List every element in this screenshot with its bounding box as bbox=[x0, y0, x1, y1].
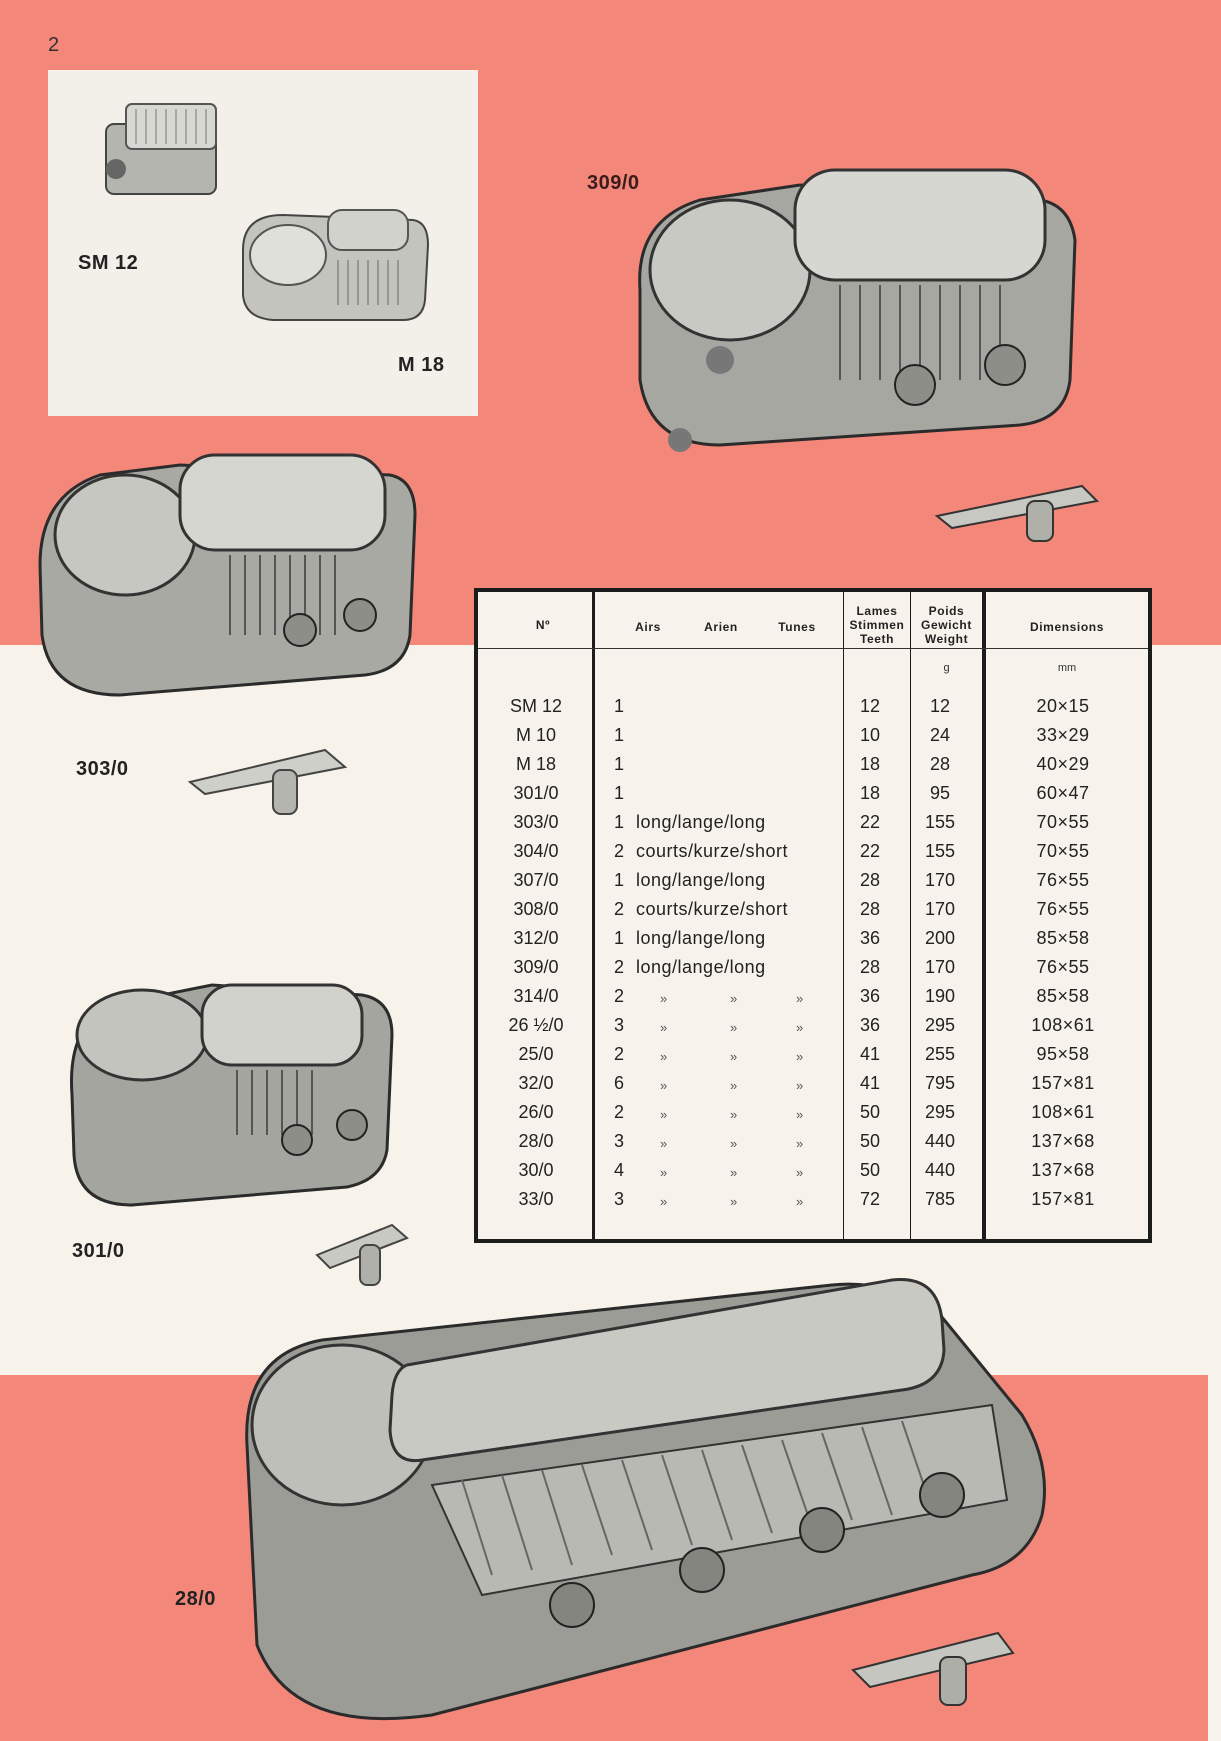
page-number: 2 bbox=[48, 34, 60, 56]
cell-number: 25/0 bbox=[518, 1044, 554, 1064]
cell-teeth: 22 bbox=[859, 812, 881, 832]
header-weight-de: Gewicht bbox=[921, 618, 972, 632]
cell-ditto-mark: » bbox=[796, 1194, 804, 1209]
cell-number: 304/0 bbox=[513, 841, 559, 861]
cell-weight: 155 bbox=[924, 841, 956, 861]
cell-dimensions: 70×55 bbox=[1036, 841, 1090, 861]
unit-weight: g bbox=[943, 662, 950, 674]
cell-ditto-mark: » bbox=[660, 1107, 668, 1122]
cell-ditto-mark: » bbox=[796, 1020, 804, 1035]
cell-number: M 10 bbox=[515, 725, 557, 745]
header-teeth-en: Teeth bbox=[859, 632, 895, 646]
cell-airs: 1 bbox=[614, 725, 625, 745]
label-sm12: SM 12 bbox=[78, 252, 139, 274]
cell-ditto-mark: » bbox=[730, 1165, 738, 1180]
winding-key-309 bbox=[932, 466, 1102, 546]
label-309: 309/0 bbox=[587, 172, 640, 194]
cell-weight: 170 bbox=[924, 899, 956, 919]
cell-teeth: 36 bbox=[859, 986, 881, 1006]
header-arien: Arien bbox=[704, 620, 738, 634]
table-row bbox=[478, 1129, 1148, 1158]
cell-dimensions: 95×58 bbox=[1036, 1044, 1090, 1064]
cell-ditto-mark: » bbox=[730, 1194, 738, 1209]
cell-description: long/lange/long bbox=[636, 870, 766, 890]
cell-weight: 28 bbox=[929, 754, 951, 774]
cell-airs: 2 bbox=[614, 986, 625, 1006]
cell-teeth: 36 bbox=[859, 928, 881, 948]
cell-ditto-mark: » bbox=[730, 1049, 738, 1064]
cell-teeth: 10 bbox=[859, 725, 881, 745]
cell-number: 301/0 bbox=[513, 783, 559, 803]
header-dimensions: Dimensions bbox=[1029, 620, 1104, 634]
cell-dimensions: 76×55 bbox=[1036, 957, 1090, 977]
photo-frame-small-movements bbox=[48, 70, 478, 416]
header-weight-fr: Poids bbox=[928, 604, 965, 618]
cell-airs: 1 bbox=[614, 812, 625, 832]
winding-key-303 bbox=[185, 742, 350, 822]
label-301: 301/0 bbox=[72, 1240, 125, 1262]
cell-number: 30/0 bbox=[518, 1160, 554, 1180]
cell-airs: 1 bbox=[614, 696, 625, 716]
label-28: 28/0 bbox=[175, 1588, 216, 1610]
cell-airs: 3 bbox=[614, 1131, 625, 1151]
cell-weight: 795 bbox=[924, 1073, 956, 1093]
label-m18: M 18 bbox=[398, 354, 445, 376]
table-row bbox=[478, 752, 1148, 781]
cell-weight: 190 bbox=[924, 986, 956, 1006]
cell-ditto-mark: » bbox=[660, 1049, 668, 1064]
label-303: 303/0 bbox=[76, 758, 129, 780]
cell-airs: 4 bbox=[614, 1160, 625, 1180]
cell-airs: 1 bbox=[614, 928, 625, 948]
cell-airs: 1 bbox=[614, 754, 625, 774]
movement-303-photo bbox=[30, 445, 425, 710]
unit-dimensions: mm bbox=[1057, 662, 1077, 674]
cell-number: 303/0 bbox=[513, 812, 559, 832]
cell-ditto-mark: » bbox=[730, 1020, 738, 1035]
cell-number: M 18 bbox=[515, 754, 557, 774]
cell-airs: 3 bbox=[614, 1015, 625, 1035]
cell-weight: 785 bbox=[924, 1189, 956, 1209]
cell-description: long/lange/long bbox=[636, 812, 766, 832]
cell-number: 28/0 bbox=[518, 1131, 554, 1151]
cell-airs: 2 bbox=[614, 899, 625, 919]
cell-ditto-mark: » bbox=[796, 1107, 804, 1122]
cell-ditto-mark: » bbox=[730, 1078, 738, 1093]
cell-number: 26/0 bbox=[518, 1102, 554, 1122]
header-rule bbox=[478, 648, 1148, 649]
cell-ditto-mark: » bbox=[796, 1078, 804, 1093]
cell-teeth: 50 bbox=[859, 1160, 881, 1180]
cell-ditto-mark: » bbox=[730, 1107, 738, 1122]
cell-weight: 440 bbox=[924, 1131, 956, 1151]
cell-dimensions: 108×61 bbox=[1031, 1102, 1095, 1122]
header-teeth-fr: Lames bbox=[856, 604, 898, 618]
cell-number: 312/0 bbox=[513, 928, 559, 948]
cell-ditto-mark: » bbox=[796, 1049, 804, 1064]
cell-number: 26 ½/0 bbox=[508, 1015, 564, 1035]
cell-teeth: 50 bbox=[859, 1102, 881, 1122]
cell-dimensions: 157×81 bbox=[1031, 1189, 1095, 1209]
cell-ditto-mark: » bbox=[796, 991, 804, 1006]
cell-airs: 1 bbox=[614, 783, 625, 803]
table-row bbox=[478, 839, 1148, 868]
cell-teeth: 28 bbox=[859, 870, 881, 890]
cell-description: long/lange/long bbox=[636, 928, 766, 948]
header-number: Nº bbox=[535, 618, 551, 632]
table-row bbox=[478, 926, 1148, 955]
cell-dimensions: 137×68 bbox=[1031, 1131, 1095, 1151]
cell-weight: 255 bbox=[924, 1044, 956, 1064]
cell-dimensions: 60×47 bbox=[1036, 783, 1090, 803]
cell-teeth: 41 bbox=[859, 1073, 881, 1093]
cell-airs: 1 bbox=[614, 870, 625, 890]
cell-ditto-mark: » bbox=[660, 1020, 668, 1035]
cell-weight: 24 bbox=[929, 725, 951, 745]
table-row bbox=[478, 1100, 1148, 1129]
cell-weight: 440 bbox=[924, 1160, 956, 1180]
cell-dimensions: 137×68 bbox=[1031, 1160, 1095, 1180]
cell-weight: 155 bbox=[924, 812, 956, 832]
table-row bbox=[478, 955, 1148, 984]
cell-dimensions: 76×55 bbox=[1036, 870, 1090, 890]
cell-ditto-mark: » bbox=[730, 991, 738, 1006]
table-row bbox=[478, 781, 1148, 810]
table-row bbox=[478, 694, 1148, 723]
table-row bbox=[478, 723, 1148, 752]
cell-teeth: 50 bbox=[859, 1131, 881, 1151]
winding-key-28 bbox=[848, 1625, 1018, 1715]
cell-dimensions: 85×58 bbox=[1036, 928, 1090, 948]
table-row bbox=[478, 984, 1148, 1013]
cell-number: 33/0 bbox=[518, 1189, 554, 1209]
cell-teeth: 18 bbox=[859, 754, 881, 774]
cell-dimensions: 157×81 bbox=[1031, 1073, 1095, 1093]
table-row bbox=[478, 1042, 1148, 1071]
header-teeth-de: Stimmen bbox=[849, 618, 905, 632]
cell-ditto-mark: » bbox=[796, 1165, 804, 1180]
header-tunes: Tunes bbox=[778, 620, 816, 634]
cell-airs: 3 bbox=[614, 1189, 625, 1209]
cell-airs: 2 bbox=[614, 1044, 625, 1064]
table-row bbox=[478, 1013, 1148, 1042]
cell-dimensions: 108×61 bbox=[1031, 1015, 1095, 1035]
cell-weight: 12 bbox=[929, 696, 951, 716]
cell-ditto-mark: » bbox=[730, 1136, 738, 1151]
cell-ditto-mark: » bbox=[660, 1078, 668, 1093]
table-row bbox=[478, 1158, 1148, 1187]
cell-description: courts/kurze/short bbox=[636, 899, 789, 919]
cell-ditto-mark: » bbox=[660, 1136, 668, 1151]
cell-airs: 6 bbox=[614, 1073, 625, 1093]
cell-teeth: 41 bbox=[859, 1044, 881, 1064]
cell-dimensions: 33×29 bbox=[1036, 725, 1090, 745]
cell-dimensions: 40×29 bbox=[1036, 754, 1090, 774]
cell-description: courts/kurze/short bbox=[636, 841, 789, 861]
movement-sm12-photo bbox=[96, 94, 256, 214]
cell-teeth: 22 bbox=[859, 841, 881, 861]
cell-airs: 2 bbox=[614, 1102, 625, 1122]
cell-ditto-mark: » bbox=[796, 1136, 804, 1151]
cell-number: 308/0 bbox=[513, 899, 559, 919]
table-row bbox=[478, 897, 1148, 926]
cell-weight: 295 bbox=[924, 1102, 956, 1122]
cell-teeth: 12 bbox=[859, 696, 881, 716]
cell-ditto-mark: » bbox=[660, 991, 668, 1006]
specifications-table bbox=[474, 588, 1152, 1243]
cell-weight: 295 bbox=[924, 1015, 956, 1035]
table-row bbox=[478, 1071, 1148, 1100]
cell-dimensions: 20×15 bbox=[1036, 696, 1090, 716]
cell-teeth: 28 bbox=[859, 899, 881, 919]
cell-ditto-mark: » bbox=[660, 1194, 668, 1209]
movement-m18-photo bbox=[233, 190, 433, 340]
cell-airs: 2 bbox=[614, 841, 625, 861]
movement-309-photo bbox=[620, 160, 1090, 460]
cell-dimensions: 76×55 bbox=[1036, 899, 1090, 919]
cell-number: 309/0 bbox=[513, 957, 559, 977]
cell-airs: 2 bbox=[614, 957, 625, 977]
cell-number: SM 12 bbox=[509, 696, 563, 716]
cell-weight: 200 bbox=[924, 928, 956, 948]
cell-ditto-mark: » bbox=[660, 1165, 668, 1180]
cell-number: 307/0 bbox=[513, 870, 559, 890]
cell-weight: 170 bbox=[924, 957, 956, 977]
table-row bbox=[478, 810, 1148, 839]
cell-teeth: 72 bbox=[859, 1189, 881, 1209]
cell-dimensions: 85×58 bbox=[1036, 986, 1090, 1006]
cell-weight: 95 bbox=[929, 783, 951, 803]
cell-number: 32/0 bbox=[518, 1073, 554, 1093]
table-row bbox=[478, 868, 1148, 897]
cell-teeth: 28 bbox=[859, 957, 881, 977]
cell-dimensions: 70×55 bbox=[1036, 812, 1090, 832]
cell-weight: 170 bbox=[924, 870, 956, 890]
table-row bbox=[478, 1187, 1148, 1216]
movement-301-photo bbox=[62, 965, 402, 1215]
cell-description: long/lange/long bbox=[636, 957, 766, 977]
table-body bbox=[478, 694, 1148, 1216]
cell-teeth: 36 bbox=[859, 1015, 881, 1035]
cell-number: 314/0 bbox=[513, 986, 559, 1006]
cell-teeth: 18 bbox=[859, 783, 881, 803]
header-weight-en: Weight bbox=[924, 632, 969, 646]
header-airs: Airs bbox=[635, 620, 661, 634]
